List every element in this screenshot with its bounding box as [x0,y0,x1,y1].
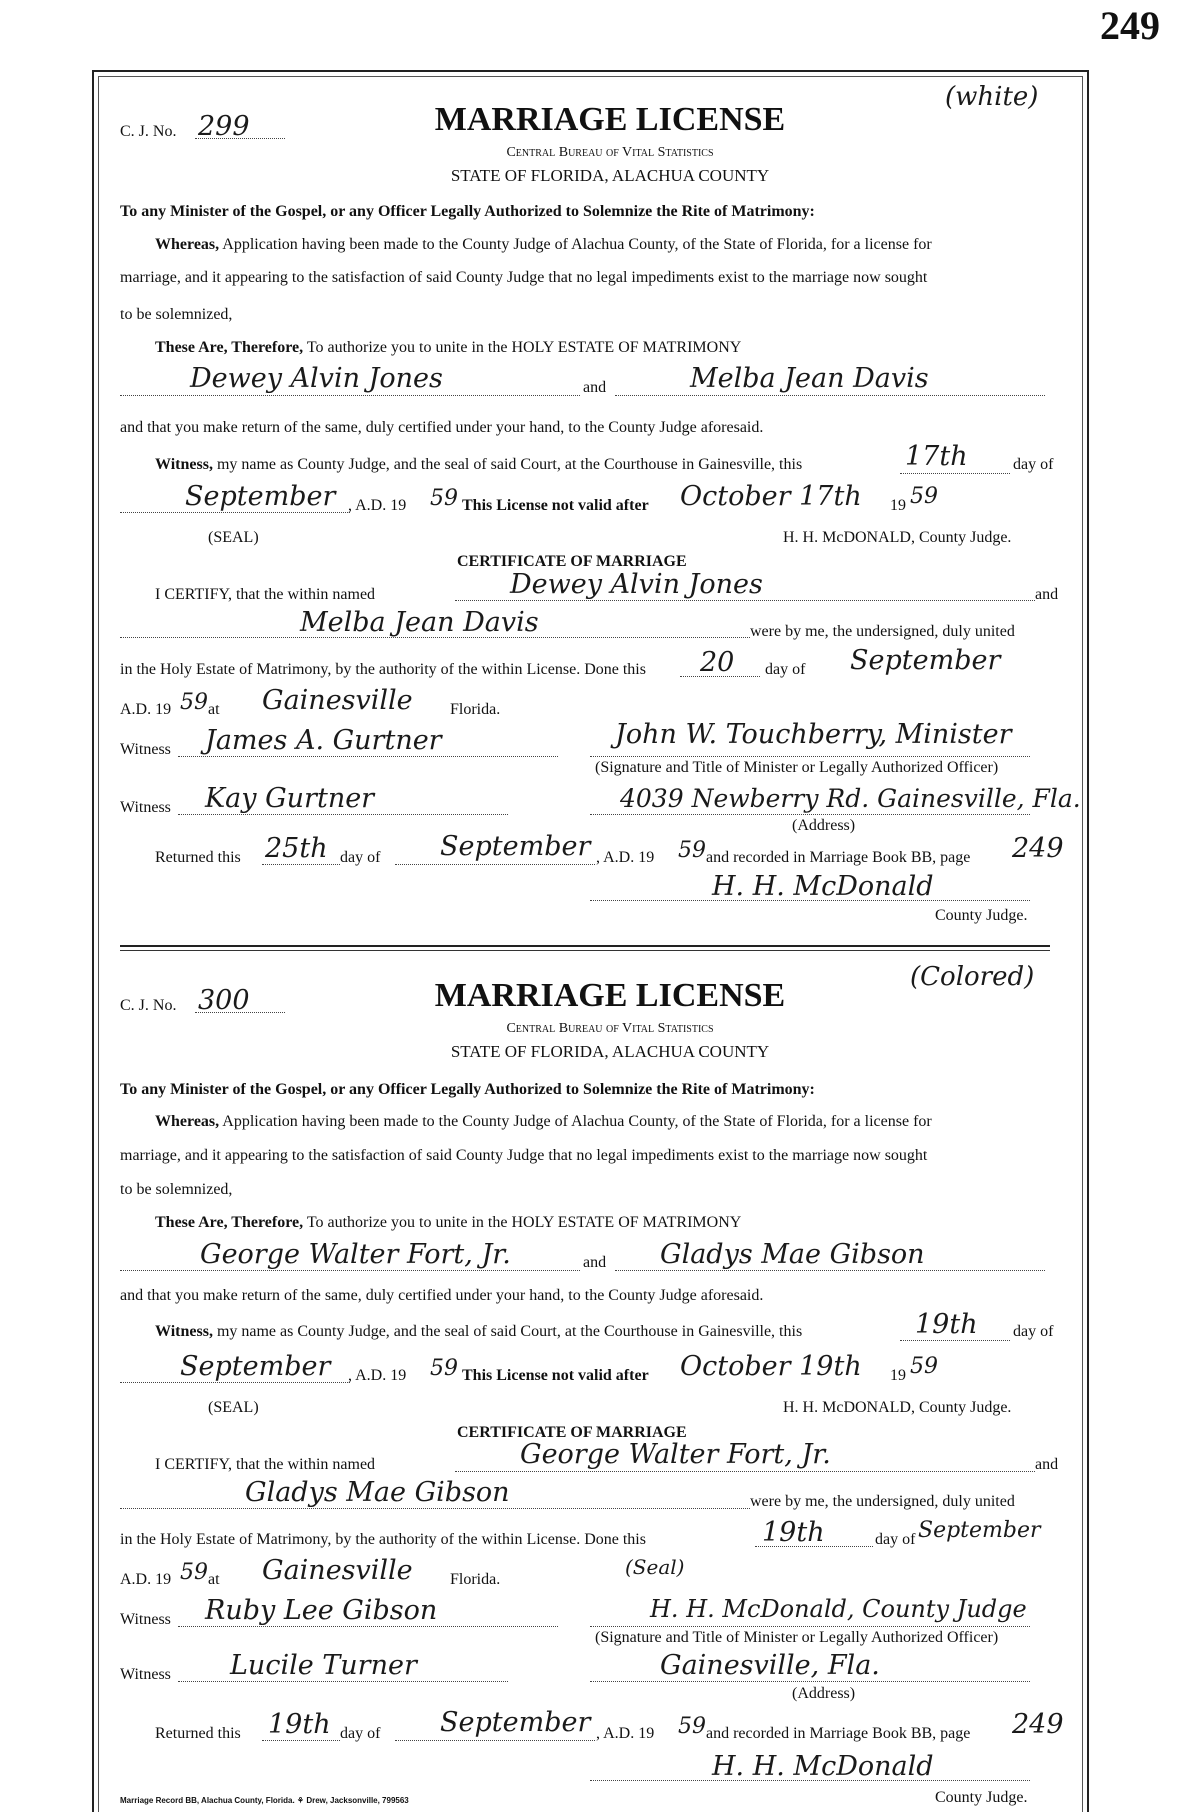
officiant-seal-note: (Seal) [625,1555,685,1579]
whereas-line-2: marriage, and it appearing to the satisfaction of said County Judge that no legal impediments exist to the marriage now sought [120,1147,928,1164]
authorize-line: These Are, Therefore, To authorize you to unite in the HOLY ESTATE OF MATRIMONY [155,1214,742,1231]
record-page: 249 [1012,833,1064,864]
returned-year: 59 [678,838,706,863]
bureau: Central Bureau of Vital Statistics [506,145,714,160]
section-divider-inner [120,950,1050,951]
record-page: 249 [1012,1709,1064,1740]
judge-signature: H. H. McDonald [712,871,934,902]
issue-year: 59 [430,1356,458,1381]
witness-2: Kay Gurtner [205,783,375,814]
officiant-caption: (Signature and Title of Minister or Legally Authorized Officer) [595,759,999,776]
officiant-address: 4039 Newberry Rd. Gainesville, Fla. [620,784,1081,813]
married-year: 59 [180,690,208,715]
issue-year: 59 [430,486,458,511]
bureau: Central Bureau of Vital Statistics [506,1021,714,1036]
cert-groom: Dewey Alvin Jones [510,569,763,600]
whereas-line-3: to be solemnized, [120,1181,233,1198]
judge-printed: H. H. McDONALD, County Judge. [783,1399,1012,1416]
issue-month: September [180,1351,331,1382]
seal-label: (SEAL) [208,1399,259,1416]
address-line: To any Minister of the Gospel, or any Officer Legally Authorized to Solemnize the Rite of Matrimony: [120,1081,815,1098]
married-year: 59 [180,1560,208,1585]
witness-1: Ruby Lee Gibson [205,1595,438,1626]
married-place: Gainesville [262,685,413,716]
groom-name: George Walter Fort, Jr. [200,1239,511,1270]
cj-no-label: C. J. No. [120,997,177,1014]
cj-no-label: C. J. No. [120,123,177,140]
return-line: and that you make return of the same, duly certified under your hand, to the County Judge aforesaid. [120,419,764,436]
state-county: STATE OF FLORIDA, ALACHUA COUNTY [450,166,770,185]
address-line: To any Minister of the Gospel, or any Officer Legally Authorized to Solemnize the Rite of Matrimony: [120,203,815,220]
witness-2: Lucile Turner [230,1650,417,1681]
race-note: (Colored) [910,962,1035,992]
returned-month: September [440,1707,591,1738]
issue-month: September [185,481,336,512]
race-note: (white) [945,82,1039,112]
witness-line: Witness, my name as County Judge, and the seal of said Court, at the Courthouse in Gainesville, this [155,456,803,473]
bride-name: Melba Jean Davis [690,363,929,394]
officiant-address: Gainesville, Fla. [660,1650,880,1681]
state-county: STATE OF FLORIDA, ALACHUA COUNTY [450,1042,770,1061]
married-month: September [918,1518,1041,1543]
returned-month: September [440,831,591,862]
authorize-line: These Are, Therefore, To authorize you to unite in the HOLY ESTATE OF MATRIMONY [155,339,742,356]
whereas-line-2: marriage, and it appearing to the satisfaction of said County Judge that no legal impediments exist to the marriage now sought [120,269,928,286]
page-number: 249 [1100,3,1160,48]
whereas-line-1: Whereas, Application having been made to the County Judge of Alachua County, of the State of Florida, for a license for [155,1113,932,1130]
married-day: 20 [700,647,735,678]
issue-day: 17th [905,441,968,472]
bride-name: Gladys Mae Gibson [660,1239,925,1270]
cj-no-value: 300 [198,985,250,1016]
license-title: MARRIAGE LICENSE [434,977,786,1014]
valid-year: 59 [910,1354,938,1379]
married-day: 19th [762,1517,825,1548]
judge-printed: H. H. McDONALD, County Judge. [783,529,1012,546]
document-border [92,70,1089,1812]
married-month: September [850,645,1001,676]
seal-label: (SEAL) [208,529,259,546]
issue-day: 19th [915,1309,978,1340]
section-divider [120,945,1050,947]
married-place: Gainesville [262,1555,413,1586]
whereas-line-3: to be solemnized, [120,306,233,323]
valid-year: 59 [910,484,938,509]
whereas-line-1: Whereas, Application having been made to the County Judge of Alachua County, of the State of Florida, for a license for [155,236,932,253]
returned-day: 19th [268,1709,331,1740]
license-title: MARRIAGE LICENSE [434,101,786,138]
return-line: and that you make return of the same, duly certified under your hand, to the County Judge aforesaid. [120,1287,764,1304]
returned-day: 25th [265,833,328,864]
footer-imprint: Marriage Record BB, Alachua County, Florida. ⚘ Drew, Jacksonville, 799563 [120,1796,409,1805]
officiant: H. H. McDonald, County Judge [650,1595,1027,1623]
officiant: John W. Touchberry, Minister [615,719,1012,750]
cert-bride: Gladys Mae Gibson [245,1477,510,1508]
cj-no-value: 299 [198,111,250,142]
groom-name: Dewey Alvin Jones [190,363,443,394]
witness-1: James A. Gurtner [205,725,442,756]
cert-bride: Melba Jean Davis [300,607,539,638]
judge-signature: H. H. McDonald [712,1751,934,1782]
returned-year: 59 [678,1714,706,1739]
certificate-title: CERTIFICATE OF MARRIAGE [457,553,687,570]
witness-line: Witness, my name as County Judge, and the seal of said Court, at the Courthouse in Gainesville, this [155,1323,803,1340]
valid-until: October 17th [680,481,862,512]
certificate-title: CERTIFICATE OF MARRIAGE [457,1424,687,1441]
valid-until: October 19th [680,1351,862,1382]
cert-groom: George Walter Fort, Jr. [520,1439,831,1470]
officiant-caption: (Signature and Title of Minister or Legally Authorized Officer) [595,1629,999,1646]
